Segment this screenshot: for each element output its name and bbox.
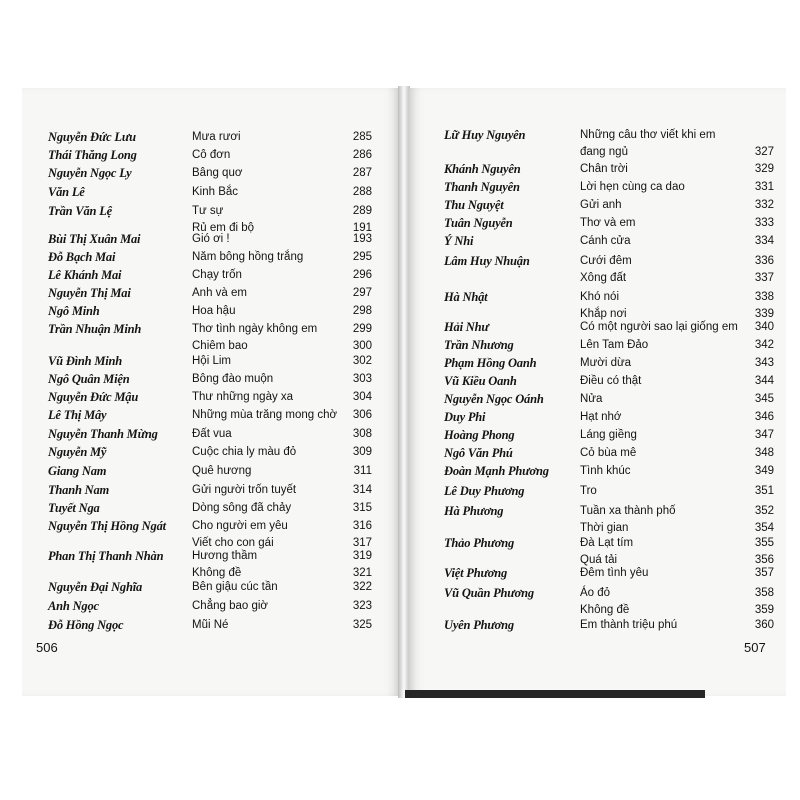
poem-page-number: 348 — [754, 447, 774, 459]
poem-line — [408, 428, 786, 442]
poem-title: Đất vua — [192, 428, 232, 440]
poem-title: Lời hẹn cùng ca dao — [580, 181, 685, 193]
poem-title: Kinh Bắc — [192, 186, 239, 198]
poem-title: Chân trời — [580, 163, 628, 175]
poem-title: Đêm tình yêu — [580, 567, 649, 579]
author-name: Ngô Văn Phú — [444, 446, 513, 460]
poem-page-number: 303 — [352, 373, 372, 385]
poem-title: Thư những ngày xa — [192, 391, 294, 403]
poem-line — [408, 271, 786, 285]
author-name: Đỗ Bạch Mai — [48, 250, 116, 264]
right-page-number: 507 — [744, 640, 766, 655]
poem-line — [408, 198, 786, 212]
poem-page-number: 319 — [352, 550, 372, 562]
poem-line — [22, 599, 400, 613]
author-name: Lâm Huy Nhuận — [444, 254, 530, 268]
poem-page-number: 309 — [352, 446, 372, 458]
poem-line — [408, 290, 786, 304]
poem-title: Bâng quơ — [192, 167, 243, 179]
poem-title: Năm bông hồng trắng — [192, 251, 304, 263]
poem-line — [408, 254, 786, 268]
poem-title: Chạy trốn — [192, 269, 242, 281]
poem-line — [22, 464, 400, 478]
poem-line — [408, 446, 786, 460]
poem-title: Hương thầm — [192, 550, 258, 562]
poem-page-number: 191 — [352, 222, 372, 234]
poem-title: Thời gian — [580, 522, 629, 534]
poem-page-number: 333 — [754, 217, 774, 229]
poem-page-number: 289 — [352, 205, 372, 217]
poem-title: Cưới đêm — [580, 255, 632, 267]
poem-title: Tình khúc — [580, 465, 631, 477]
poem-line — [22, 250, 400, 264]
author-name: Lữ Huy Nguyên — [444, 128, 526, 142]
author-name: Hoàng Phong — [444, 428, 515, 442]
poem-title: Điều có thật — [580, 375, 642, 387]
poem-title: Nửa — [580, 393, 603, 405]
author-name: Văn Lê — [48, 185, 85, 199]
poem-page-number: 322 — [352, 581, 372, 593]
poem-line — [22, 445, 400, 459]
left-page — [22, 88, 400, 696]
poem-title: Thơ tình ngày không em — [192, 323, 318, 335]
poem-page-number: 193 — [352, 233, 372, 245]
poem-line — [22, 536, 400, 550]
poem-line — [22, 304, 400, 318]
poem-title: Mười dừa — [580, 357, 632, 369]
author-name: Hà Nhật — [444, 290, 488, 304]
poem-title: Không đề — [192, 567, 242, 579]
poem-page-number: 314 — [352, 484, 372, 496]
poem-page-number: 308 — [352, 428, 372, 440]
poem-page-number: 325 — [352, 619, 372, 631]
poem-line — [408, 521, 786, 535]
author-name: Việt Phương — [444, 566, 508, 580]
author-name: Vũ Đình Minh — [48, 354, 123, 368]
author-name: Thái Thăng Long — [48, 148, 137, 162]
poem-title: Đà Lạt tím — [580, 537, 634, 549]
poem-line — [408, 320, 786, 334]
poem-line — [22, 549, 400, 563]
author-name: Hải Như — [444, 320, 489, 334]
author-name: Hà Phương — [444, 504, 504, 518]
author-name: Nguyễn Ngọc Oánh — [444, 392, 544, 406]
poem-line — [408, 484, 786, 498]
poem-line — [408, 338, 786, 352]
poem-page-number: 295 — [352, 251, 372, 263]
poem-page-number: 347 — [754, 429, 774, 441]
author-name: Phan Thị Thanh Nhàn — [48, 549, 164, 563]
author-name: Ý Nhi — [444, 234, 474, 248]
poem-page-number: 306 — [352, 409, 372, 421]
poem-page-number: 317 — [352, 537, 372, 549]
poem-line — [22, 354, 400, 368]
poem-page-number: 355 — [754, 537, 774, 549]
poem-page-number: 345 — [754, 393, 774, 405]
poem-line — [22, 130, 400, 144]
poem-line — [22, 519, 400, 533]
poem-page-number: 342 — [754, 339, 774, 351]
poem-line — [408, 234, 786, 248]
author-name: Khánh Nguyên — [444, 162, 521, 176]
poem-line — [22, 566, 400, 580]
poem-title: Láng giềng — [580, 429, 637, 441]
poem-title: Có một người sao lại giống em — [580, 321, 738, 333]
poem-title: Thơ và em — [580, 217, 636, 229]
author-name: Uyên Phương — [444, 618, 514, 632]
poem-line — [408, 553, 786, 567]
poem-title: Hạt nhớ — [580, 411, 622, 423]
poem-line — [408, 162, 786, 176]
poem-title: Tư sự — [192, 205, 224, 217]
poem-title: Những câu thơ viết khi em — [580, 129, 716, 141]
poem-page-number: 315 — [352, 502, 372, 514]
poem-page-number: 346 — [754, 411, 774, 423]
poem-title: Quê hương — [192, 465, 252, 477]
poem-title: Mưa rươi — [192, 131, 241, 143]
author-name: Ngô Quân Miện — [48, 372, 130, 386]
poem-line — [408, 307, 786, 321]
poem-title: Cánh cửa — [580, 235, 631, 247]
poem-title: Viết cho con gái — [192, 537, 274, 549]
poem-page-number: 285 — [352, 131, 372, 143]
author-name: Lê Khánh Mai — [48, 268, 122, 282]
poem-line — [22, 408, 400, 422]
poem-title: Cỏ bùa mê — [580, 447, 637, 459]
poem-title: Chẳng bao giờ — [192, 600, 268, 612]
poem-line — [408, 536, 786, 550]
author-name: Nguyễn Mỹ — [48, 445, 107, 459]
author-name: Đỗ Hồng Ngọc — [48, 618, 124, 632]
poem-page-number: 358 — [754, 587, 774, 599]
poem-line — [22, 148, 400, 162]
poem-page-number: 349 — [754, 465, 774, 477]
author-name: Giang Nam — [48, 464, 107, 478]
poem-page-number: 321 — [352, 567, 372, 579]
poem-title: Tuần xa thành phố — [580, 505, 676, 517]
poem-page-number: 356 — [754, 554, 774, 566]
poem-page-number: 297 — [352, 287, 372, 299]
poem-line — [22, 232, 400, 246]
author-name: Nguyễn Thị Mai — [48, 286, 131, 300]
author-name: Lê Thị Mây — [48, 408, 107, 422]
poem-page-number: 298 — [352, 305, 372, 317]
author-name: Tuyết Nga — [48, 501, 100, 515]
poem-page-number: 357 — [754, 567, 774, 579]
poem-title: Gửi người trốn tuyết — [192, 484, 297, 496]
poem-page-number: 296 — [352, 269, 372, 281]
poem-title: Không đề — [580, 604, 630, 616]
poem-title: Bông đào muộn — [192, 373, 274, 385]
poem-page-number: 340 — [754, 321, 774, 333]
poem-title: Quá tải — [580, 554, 618, 566]
poem-line — [22, 618, 400, 632]
poem-title: Những mùa trăng mong chờ — [192, 409, 338, 421]
poem-title: Bên giậu cúc tần — [192, 581, 278, 593]
poem-page-number: 339 — [754, 308, 774, 320]
poem-line — [22, 372, 400, 386]
poem-page-number: 323 — [352, 600, 372, 612]
author-name: Thanh Nguyên — [444, 180, 520, 194]
poem-title: Em thành triệu phú — [580, 619, 678, 631]
poem-line — [22, 483, 400, 497]
poem-page-number: 300 — [352, 340, 372, 352]
poem-page-number: 304 — [352, 391, 372, 403]
poem-page-number: 299 — [352, 323, 372, 335]
author-name: Lê Duy Phương — [444, 484, 525, 498]
left-page-number: 506 — [36, 640, 58, 655]
author-name: Tuân Nguyễn — [444, 216, 513, 230]
author-name: Thu Nguyệt — [444, 198, 504, 212]
poem-page-number: 287 — [352, 167, 372, 179]
poem-page-number: 338 — [754, 291, 774, 303]
right-page — [408, 88, 786, 696]
poem-line — [408, 566, 786, 580]
author-name: Trần Nhương — [444, 338, 514, 352]
poem-line — [22, 166, 400, 180]
poem-title: Cho người em yêu — [192, 520, 288, 532]
poem-line — [22, 580, 400, 594]
poem-line — [408, 586, 786, 600]
poem-page-number: 329 — [754, 163, 774, 175]
author-name: Thảo Phương — [444, 536, 514, 550]
poem-line — [408, 603, 786, 617]
author-name: Nguyễn Đại Nghĩa — [48, 580, 143, 594]
poem-line — [22, 268, 400, 282]
poem-line — [408, 216, 786, 230]
author-name: Vũ Quần Phương — [444, 586, 534, 600]
poem-line — [22, 427, 400, 441]
poem-line — [408, 145, 786, 159]
poem-title: Tro — [580, 485, 597, 497]
poem-line — [22, 390, 400, 404]
author-name: Ngô Minh — [48, 304, 100, 318]
poem-line — [22, 286, 400, 300]
author-name: Duy Phi — [444, 410, 486, 424]
poem-title: Cô đơn — [192, 149, 231, 161]
poem-line — [22, 185, 400, 199]
poem-page-number: 311 — [353, 465, 372, 477]
poem-page-number: 336 — [754, 255, 774, 267]
poem-title: Gửi anh — [580, 199, 622, 211]
poem-line — [408, 356, 786, 370]
poem-title: Xông đất — [580, 272, 627, 284]
poem-line — [22, 501, 400, 515]
poem-title: Khắp nơi — [580, 308, 627, 320]
poem-line — [408, 410, 786, 424]
author-name: Trần Nhuận Minh — [48, 322, 142, 336]
poem-page-number: 351 — [754, 485, 774, 497]
poem-line — [22, 204, 400, 218]
poem-title: Cuộc chia ly màu đỏ — [192, 446, 297, 458]
page-edge-shadow — [405, 690, 705, 698]
poem-line — [22, 322, 400, 336]
poem-title: Mũi Né — [192, 619, 229, 631]
poem-title: Anh và em — [192, 287, 247, 299]
poem-page-number: 359 — [754, 604, 774, 616]
poem-line — [408, 618, 786, 632]
poem-line — [22, 339, 400, 353]
author-name: Vũ Kiều Oanh — [444, 374, 517, 388]
author-name: Nguyễn Thị Hồng Ngát — [48, 519, 166, 533]
poem-title: Chiêm bao — [192, 340, 248, 352]
author-name: Nguyễn Đức Mậu — [48, 390, 139, 404]
poem-page-number: 344 — [754, 375, 774, 387]
author-name: Trần Văn Lệ — [48, 204, 113, 218]
author-name: Đoàn Mạnh Phương — [444, 464, 549, 478]
poem-page-number: 288 — [352, 186, 372, 198]
poem-page-number: 302 — [352, 355, 372, 367]
poem-title: Gió ơi ! — [192, 233, 230, 245]
poem-page-number: 332 — [754, 199, 774, 211]
poem-title: Dòng sông đã chảy — [192, 502, 292, 514]
author-name: Nguyễn Ngọc Ly — [48, 166, 132, 180]
poem-page-number: 334 — [754, 235, 774, 247]
poem-page-number: 360 — [754, 619, 774, 631]
poem-title: Hoa hậu — [192, 305, 236, 317]
poem-title: Hội Lim — [192, 355, 231, 367]
poem-title: Rủ em đi bộ — [192, 222, 255, 234]
poem-page-number: 337 — [754, 272, 774, 284]
poem-line — [408, 464, 786, 478]
author-name: Bùi Thị Xuân Mai — [48, 232, 141, 246]
author-name: Nguyễn Thanh Mừng — [48, 427, 158, 441]
author-name: Phạm Hồng Oanh — [444, 356, 537, 370]
poem-page-number: 286 — [352, 149, 372, 161]
poem-title: Áo đỏ — [580, 587, 611, 599]
poem-page-number: 352 — [754, 505, 774, 517]
poem-page-number: 343 — [754, 357, 774, 369]
poem-page-number: 327 — [754, 146, 774, 158]
poem-page-number: 331 — [754, 181, 774, 193]
poem-line — [408, 374, 786, 388]
poem-page-number: 354 — [754, 522, 774, 534]
poem-title: đang ngủ — [580, 146, 628, 158]
poem-title: Khó nói — [580, 291, 620, 303]
author-name: Nguyễn Đức Lưu — [48, 130, 136, 144]
poem-line — [408, 392, 786, 406]
poem-page-number: 316 — [352, 520, 372, 532]
poem-line — [408, 128, 786, 142]
author-name: Thanh Nam — [48, 483, 110, 497]
poem-line — [408, 180, 786, 194]
poem-line — [408, 504, 786, 518]
author-name: Anh Ngọc — [48, 599, 99, 613]
poem-title: Lên Tam Đảo — [580, 339, 649, 351]
